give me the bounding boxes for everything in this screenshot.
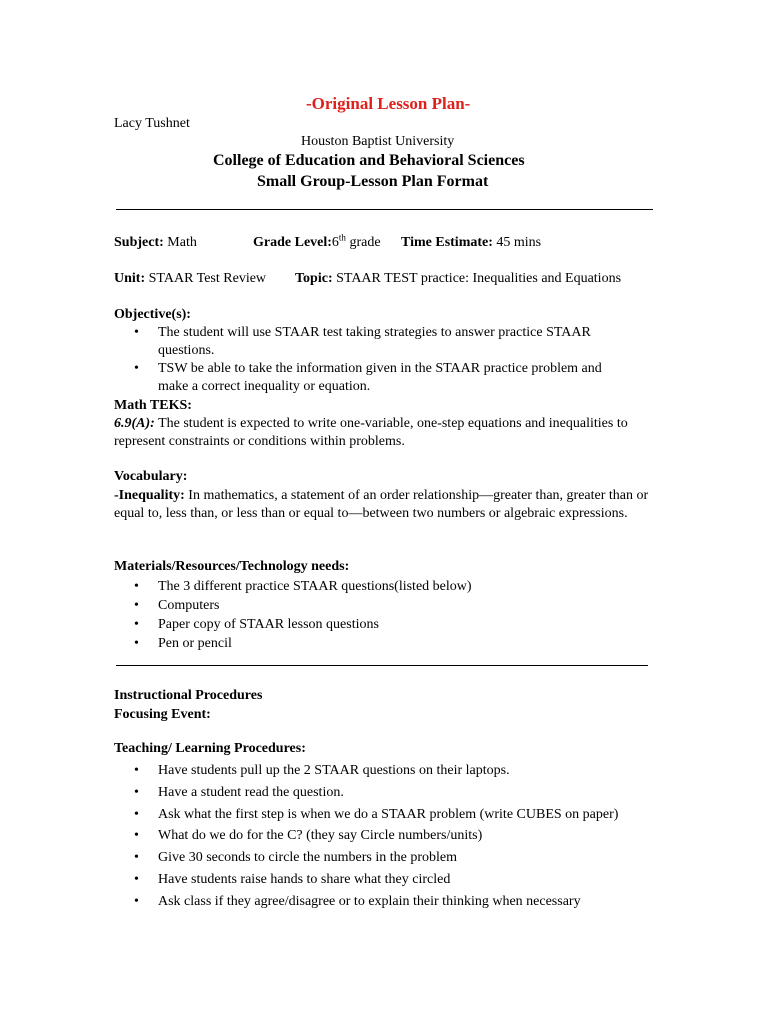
teaching-list [114, 760, 674, 913]
focusing-event-heading: Focusing Event: [114, 707, 211, 722]
document-title: -Original Lesson Plan- [306, 94, 471, 113]
grade-suffix: th [338, 232, 346, 243]
grade-number: 6 [331, 235, 339, 250]
vocabulary-definition: In mathematics, a statement of an order relationship—greater than, greater than or equal to, less than, or less than or equal to—between two numbers or algebraic expressions. [114, 488, 649, 521]
objectives-heading: Objective(s): [114, 307, 191, 322]
divider-bottom [116, 665, 648, 666]
teaching-heading: Teaching/ Learning Procedures: [114, 741, 306, 756]
time-value: 45 mins [496, 235, 542, 250]
unit-label: Unit: [114, 271, 146, 286]
list-item: • The 3 different practice STAAR questions(listed below) [114, 577, 654, 596]
list-item: • Computers [114, 596, 654, 615]
plan-format: Small Group-Lesson Plan Format [257, 173, 489, 190]
unit-value: STAAR Test Review [148, 271, 267, 286]
teks-code: 6.9(A): [114, 416, 155, 431]
materials-list [114, 577, 654, 653]
divider-top [116, 209, 653, 210]
teks-paragraph [114, 415, 659, 451]
time-label: Time Estimate: [401, 235, 493, 250]
subject-line [114, 234, 197, 252]
topic-label: Topic: [295, 271, 333, 286]
list-item: • TSW be able to take the information given in the STAAR practice problem and make a correct inequality or equation. [114, 360, 634, 396]
list-item: • What do we do for the C? (they say Circle numbers/units) [114, 825, 674, 847]
list-item: • Paper copy of STAAR lesson questions [114, 615, 654, 634]
subject-value: Math [167, 235, 197, 250]
vocabulary-term: -Inequality: [114, 488, 185, 503]
list-item: • Have students raise hands to share what they circled [114, 869, 674, 891]
topic-line [295, 270, 621, 288]
topic-value: STAAR TEST practice: Inequalities and Equations [336, 271, 622, 286]
grade-word: grade [349, 235, 381, 250]
author-name: Lacy Tushnet [114, 116, 190, 131]
university-name: Houston Baptist University [301, 134, 455, 149]
list-item: • Pen or pencil [114, 634, 654, 653]
unit-line [114, 270, 266, 288]
teks-heading: Math TEKS: [114, 398, 192, 413]
procedures-heading: Instructional Procedures [114, 688, 263, 703]
teks-text: The student is expected to write one-variable, one-step equations and inequalities to represent constraints or conditions within problems. [114, 416, 628, 449]
grade-line [253, 234, 381, 252]
vocabulary-heading: Vocabulary: [114, 469, 188, 484]
list-item: • Have a student read the question. [114, 782, 674, 804]
grade-label: Grade Level: [253, 235, 332, 250]
subject-label: Subject: [114, 235, 164, 250]
list-item: • The student will use STAAR test taking strategies to answer practice STAAR questions. [114, 324, 634, 360]
list-item: • Ask class if they agree/disagree or to explain their thinking when necessary [114, 891, 674, 913]
objectives-list [114, 324, 634, 396]
list-item: • Give 30 seconds to circle the numbers in the problem [114, 847, 674, 869]
time-line [401, 234, 541, 252]
list-item: • Have students pull up the 2 STAAR questions on their laptops. [114, 760, 674, 782]
materials-heading: Materials/Resources/Technology needs: [114, 559, 350, 574]
college-name: College of Education and Behavioral Sciences [213, 152, 525, 169]
list-item: • Ask what the first step is when we do a STAAR problem (write CUBES on paper) [114, 804, 674, 826]
vocabulary-paragraph [114, 487, 659, 523]
